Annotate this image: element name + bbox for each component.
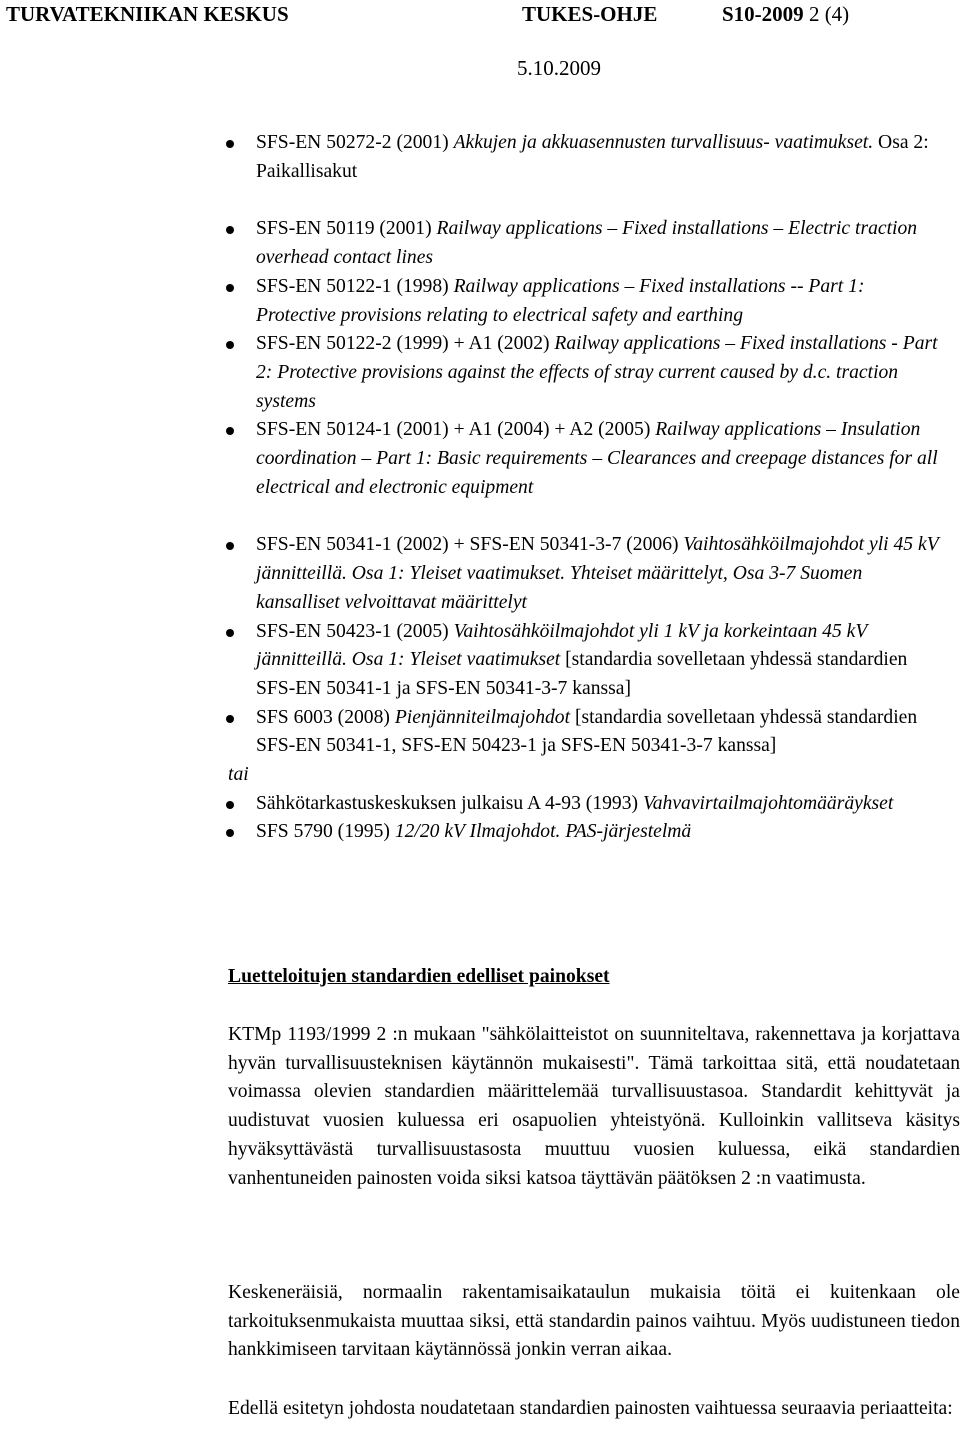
bullet-icon — [226, 226, 234, 234]
standard-code: SFS-EN 50341-1 (2002) + SFS-EN 50341-3-7 (2006) — [256, 534, 684, 556]
standard-title: Railway applications – Fixed installations -- Part 1: Protective provisions relating to electrical safety and earthing — [256, 275, 865, 326]
standard-code: SFS-EN 50122-1 (1998) — [256, 275, 454, 297]
standard-code: SFS-EN 50423-1 (2005) — [256, 620, 454, 642]
header-organization: TURVATEKNIIKAN KESKUS — [6, 2, 289, 26]
bullet-icon — [226, 140, 234, 148]
standard-title: Railway applications – Fixed installations - Part 2: Protective provisions against the effects of stray current caused by d.c. traction systems — [256, 333, 938, 412]
list-item — [0, 215, 946, 272]
bullet-icon — [226, 341, 234, 349]
paragraph: Keskeneräisiä, normaalin rakentamisaikataulun mukaisia töitä ei kuitenkaan ole tarkoituksenmukaista muuttaa siksi, että standardin painos vaihtuu. Myös uudistuneen tiedon hankkimiseen tarvitaan käytännössä jonkin verran aikaa. — [228, 1282, 960, 1361]
bullet-icon — [226, 542, 234, 550]
standard-code: SFS-EN 50272-2 (2001) — [256, 132, 454, 153]
standard-code: SFS 5790 (1995) — [256, 821, 395, 843]
page-header — [0, 0, 960, 80]
paragraph: Edellä esitetyn johdosta noudatetaan standardien painosten vaihtuessa seuraavia periaatteita: — [228, 1398, 953, 1419]
header-page-number: 2 (4) — [808, 2, 850, 26]
standard-title-cont: vaatimukset. — [774, 132, 874, 153]
header-doc-type: TUKES-OHJE — [522, 2, 658, 26]
standard-code: SFS 6003 (2008) — [256, 706, 395, 728]
standard-title: Vaihtosähköilmajohdot yli 1 kV ja korkeintaan 45 kV jännitteillä. Osa 1: Yleiset vaatimukset — [256, 620, 867, 671]
bullet-icon — [226, 629, 234, 637]
section-heading: Luetteloitujen standardien edelliset painokset — [228, 966, 610, 987]
bullet-icon — [226, 427, 234, 435]
standard-code: SFS-EN 50119 (2001) — [256, 218, 437, 240]
list-item — [0, 818, 946, 847]
header-doc-code: S10-2009 — [722, 2, 804, 26]
standard-title: Akkujen ja akkuasennusten turvallisuus- — [453, 132, 770, 153]
list-item — [0, 273, 946, 330]
paragraph: KTMp 1193/1999 2 :n mukaan "sähkölaitteistot on suunniteltava, rakennettava ja korjattava hyvän turvallisuusteknisen käytännön mukaisesti". Tämä tarkoittaa sitä, että noudatetaan voimassa olevien standardien määrittelemää turvallisuustasoa. Standardit kehittyvät ja uudistuvat vuosien kuluessa eri osapuolien yhteistyönä. Kulloinkin vallitseva käsitys hyväksyttävästä turvallisuustasosta muuttuu vuosien kuluessa, eikä standardien vanhentuneiden painosten voida siksi katsoa täyttävän päätöksen 2 :n vaatimusta. — [228, 1024, 960, 1189]
bullet-icon — [226, 284, 234, 292]
standard-note: [standardia sovelletaan yhdessä standardien SFS-EN 50341-1 ja SFS-EN 50341-3-7 kanssa] — [256, 649, 908, 699]
list-item — [0, 531, 946, 617]
standard-title: Vaihtosähköilmajohdot yli 45 kV jännitteillä. Osa 1: Yleiset vaatimukset. Yhteiset määrittelyt, Osa 3-7 Suomen kansalliset velvoittavat määrittelyt — [256, 534, 939, 613]
header-doc-code-page — [722, 2, 849, 27]
list-item — [0, 618, 946, 704]
standard-title: Railway applications – Fixed installations – Electric traction overhead contact lines — [256, 218, 918, 269]
list-item — [0, 330, 946, 416]
standard-code: SFS-EN 50122-2 (1999) + A1 (2002) — [256, 333, 555, 355]
list-item — [0, 416, 946, 502]
bullet-icon — [226, 829, 234, 837]
bullet-icon — [226, 715, 234, 723]
list-item — [0, 790, 946, 819]
list-item — [0, 704, 946, 761]
standard-note: [standardia sovelletaan yhdessä standardien SFS-EN 50341-1, SFS-EN 50423-1 ja SFS-EN 50341-3-7 kanssa] — [256, 706, 918, 757]
standard-note: Osa 2: Paikallisakut — [256, 132, 929, 182]
standard-title: Railway applications – Insulation coordination – Part 1: Basic requirements – Clearances and creepage distances for all electrical and electronic equipment — [256, 419, 938, 498]
list-item — [0, 129, 946, 186]
header-date: 5.10.2009 — [517, 56, 601, 80]
standard-code: Sähkötarkastuskeskuksen julkaisu A 4-93 (1993) — [256, 792, 643, 814]
standards-list — [0, 129, 960, 847]
standard-code: SFS-EN 50124-1 (2001) + A1 (2004) + A2 (2005) — [256, 419, 656, 441]
standard-title: Pienjänniteilmajohdot — [394, 706, 571, 728]
alternative-label: tai — [228, 764, 249, 786]
standard-title: 12/20 kV Ilmajohdot. PAS-järjestelmä — [394, 821, 692, 843]
standard-title: Vahvavirtailmajohtomääräykset — [642, 792, 894, 814]
bullet-icon — [226, 801, 234, 809]
